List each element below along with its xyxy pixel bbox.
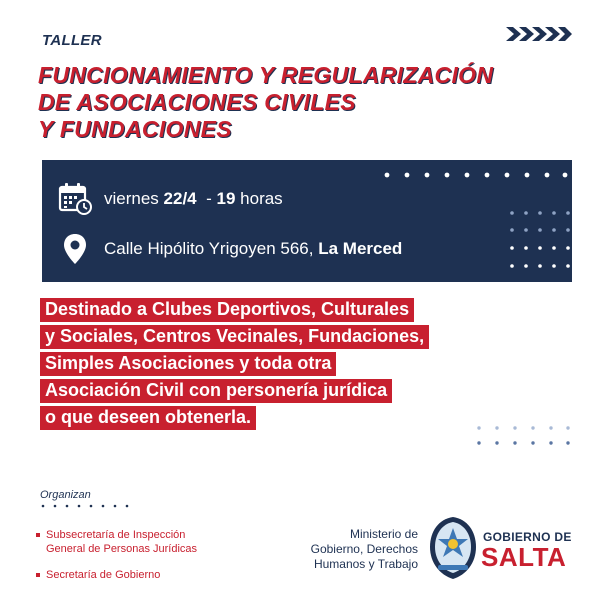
event-time: 19: [216, 189, 236, 208]
organizer-item: [36, 568, 160, 582]
bullet-icon: [36, 573, 40, 577]
decorative-dot-grid: [508, 208, 572, 272]
event-date-row: [58, 182, 283, 216]
organizer-name-line-1: Subsecretaría de Inspección: [46, 529, 186, 541]
organizer-item: [36, 528, 197, 556]
event-info-banner: [42, 160, 572, 282]
ministry-name: [290, 527, 418, 572]
title-line-2: DE ASOCIACIONES CIVILES: [38, 89, 356, 115]
decorative-dot-grid-lower: [476, 424, 572, 448]
organizer-name-line-2: General de Personas Jurídicas: [46, 543, 198, 555]
bullet-icon: [36, 533, 40, 537]
organizer-name-line-1: Secretaría de Gobierno: [46, 569, 161, 581]
government-label: GOBIERNO DE: [483, 530, 572, 544]
government-province: SALTA: [481, 542, 567, 572]
calendar-icon: [58, 182, 92, 216]
target-audience-text: [40, 298, 490, 433]
description-line-5: o que deseen obtenerla.: [40, 406, 256, 430]
title-line-1: FUNCIONAMIENTO Y REGULARIZACIÓN: [38, 62, 494, 88]
decorative-dot-row: [382, 170, 572, 180]
description-line-3: Simples Asociaciones y toda otra: [40, 352, 336, 376]
event-address: Calle Hipólito Yrigoyen 566,: [104, 239, 314, 258]
description-line-2: y Sociales, Centros Vecinales, Fundaciones,: [40, 325, 429, 349]
title-line-3: Y FUNDACIONES: [38, 116, 232, 142]
date-separator: -: [206, 189, 212, 208]
description-line-4: Asociación Civil con personería jurídica: [40, 379, 392, 403]
location-pin-icon: [58, 232, 92, 266]
ministry-line-2: Gobierno, Derechos: [310, 542, 418, 556]
workshop-label: TALLER: [42, 32, 102, 49]
chevrons-icon: [506, 25, 572, 43]
organizers-label: Organizan: [40, 489, 91, 501]
organizers-dot-divider: [40, 503, 140, 509]
event-location-row: [58, 232, 402, 266]
ministry-line-3: Humanos y Trabajo: [313, 557, 418, 571]
event-time-unit: horas: [240, 189, 283, 208]
salta-seal-icon: [428, 515, 478, 581]
event-day: viernes: [104, 189, 159, 208]
event-locality: La Merced: [318, 239, 403, 258]
event-date: 22/4: [163, 189, 197, 208]
description-line-1: Destinado a Clubes Deportivos, Culturales: [40, 298, 414, 322]
ministry-line-1: Ministerio de: [349, 527, 418, 541]
